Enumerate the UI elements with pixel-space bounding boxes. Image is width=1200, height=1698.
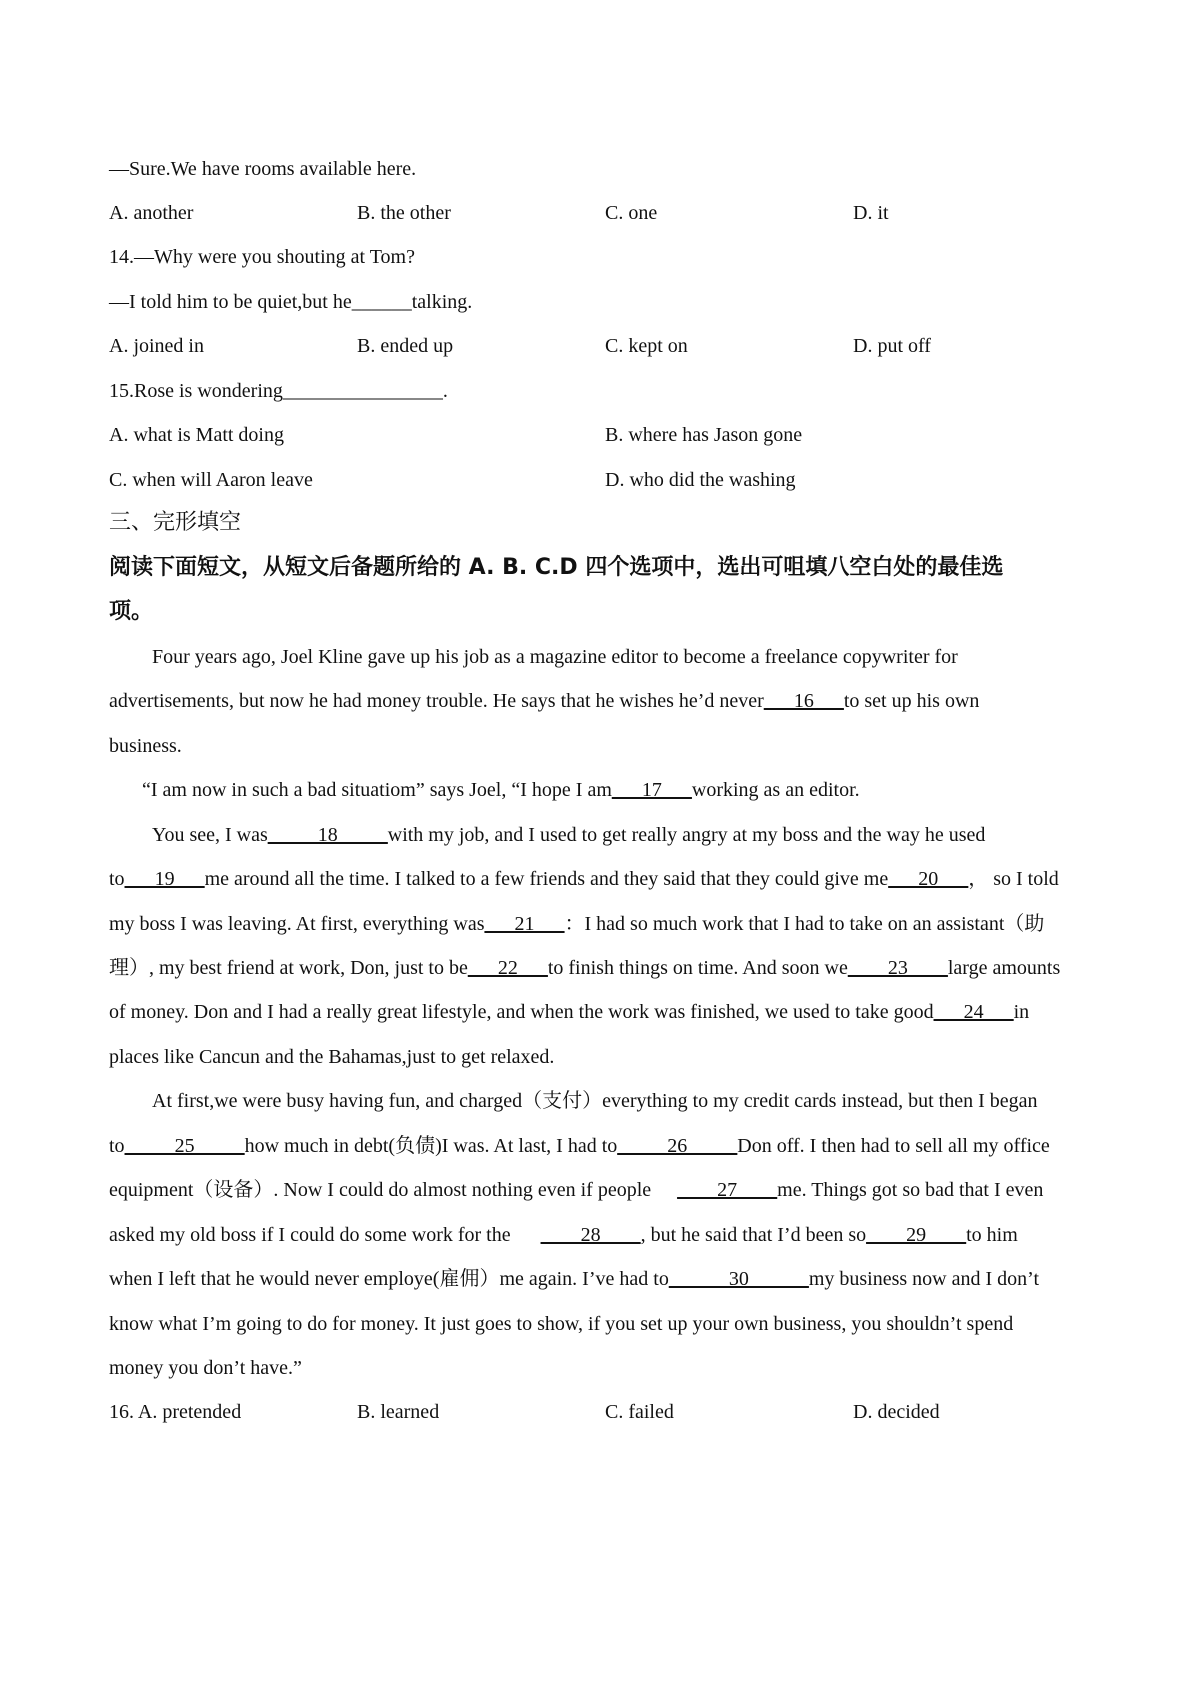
blank-22: ___22___ [467, 957, 548, 979]
passage-line [109, 998, 1100, 1026]
passage-text: me around all the time. I talked to a few friends and they said that they could give me [204, 868, 889, 890]
passage-line [109, 1310, 1100, 1338]
passage-text: , but he said that I’d been so [640, 1224, 867, 1246]
passage-text: Don off. I then had to sell all my office [737, 1135, 1050, 1157]
passage-text: to finish things on time. And soon we [547, 957, 848, 979]
passage-line [109, 643, 1100, 671]
q15-question-post: . [442, 380, 448, 402]
q15-question-pre: 15.Rose is wondering [109, 380, 283, 402]
q14-option-b[interactable]: B. ended up [357, 335, 454, 357]
passage-text: to [109, 868, 125, 890]
section-title [109, 509, 1100, 537]
passage-line [109, 732, 1100, 760]
q14-option-d[interactable]: D. put off [853, 335, 931, 357]
passage-text: large amounts [947, 957, 1061, 979]
passage-text: ：I had so much work that I had to take on an assistant（助 [564, 913, 1045, 935]
q13-option-c[interactable]: C. one [605, 202, 658, 224]
passage-text: know what I’m going to do for money. It just goes to show, if you set up your own business, you shouldn’t spend [109, 1313, 1014, 1335]
blank-19: ___19___ [124, 868, 205, 890]
q15-question [109, 377, 1100, 405]
passage-line [109, 776, 1100, 804]
passage-text: in [1013, 1001, 1030, 1023]
passage-text: At first,we were busy having fun, and charged（支付）everything to my credit cards instead, but then I began [152, 1090, 1038, 1112]
q15-option-d[interactable]: D. who did the washing [605, 469, 796, 491]
passage-text: with my job, and I used to get really angry at my boss and the way he used [387, 824, 986, 846]
passage-line [109, 1043, 1100, 1071]
passage-line [109, 910, 1100, 938]
blank-16: ___16___ [763, 690, 844, 712]
passage-line [109, 1354, 1100, 1382]
passage-text: my business now and I don’t [808, 1268, 1040, 1290]
blank-17: ___17___ [611, 779, 692, 801]
passage-text: my boss I was leaving. At first, everything was [109, 913, 485, 935]
passage-text: “I am now in such a bad situatiom” says Joel, “I hope I am [142, 779, 612, 801]
passage-text: Four years ago, Joel Kline gave up his job as a magazine editor to become a freelance copywriter for [152, 646, 958, 668]
passage-text: working as an editor. [691, 779, 860, 801]
q14-blank: ______ [351, 291, 412, 313]
blank-30: ______30______ [668, 1268, 809, 1290]
q16-option-b[interactable]: B. learned [357, 1401, 440, 1423]
blank-27: ____27____ [677, 1179, 778, 1201]
passage-text: places like Cancun and the Bahamas,just to get relaxed. [109, 1046, 555, 1068]
passage-line [109, 954, 1100, 982]
section-title-text: 三、完形填空 [109, 510, 242, 535]
q13-option-b[interactable]: B. the other [357, 202, 451, 224]
passage-text: asked my old boss if I could do some work for the [109, 1224, 511, 1246]
q13-option-d[interactable]: D. it [853, 202, 889, 224]
passage-text: to [109, 1135, 125, 1157]
passage-line [109, 1087, 1100, 1115]
blank-29: ____29____ [866, 1224, 967, 1246]
passage-text: me. Things got so bad that I even [777, 1179, 1044, 1201]
q14-answer-pre: —I told him to be quiet,but he [109, 291, 352, 313]
passage-line [109, 821, 1100, 849]
passage-text: when I left that he would never employe(雇佣）me again. I’ve had to [109, 1268, 669, 1290]
q15-option-b[interactable]: B. where has Jason gone [605, 424, 803, 446]
q15-blank: ________________ [282, 380, 443, 402]
section-instruction-line2 [109, 598, 1100, 626]
passage-text: to him [966, 1224, 1018, 1246]
blank-21: ___21___ [484, 913, 565, 935]
passage-text: money you don’t have.” [109, 1357, 302, 1379]
q14-question-text: 14.—Why were you shouting at Tom? [109, 246, 415, 268]
q13-answer-text: —Sure.We have rooms available here. [109, 158, 417, 180]
blank-25: _____25_____ [124, 1135, 245, 1157]
blank-24: ___24___ [933, 1001, 1014, 1023]
q14-answer-line [109, 288, 1100, 316]
passage-line [109, 1221, 1100, 1249]
q14-option-c[interactable]: C. kept on [605, 335, 688, 357]
q16-option-c[interactable]: C. failed [605, 1401, 674, 1423]
blank-23: ____23____ [847, 957, 948, 979]
q13-answer-line [109, 155, 1100, 183]
passage-text: how much in debt(负债)I was. At last, I had to [244, 1135, 618, 1157]
q13-option-a[interactable]: A. another [109, 202, 194, 224]
passage-text: advertisements, but now he had money trouble. He says that he wishes he’d never [109, 690, 764, 712]
passage-text: of money. Don and I had a really great lifestyle, and when the work was finished, we used to take good [109, 1001, 934, 1023]
blank-28: ____28____ [540, 1224, 641, 1246]
section-instruction-text-1: 阅读下面短文，从短文后备题所给的 A. B. C.D 四个选项中，选出可咀填八空白处的最佳选 [109, 555, 1004, 580]
passage-line [109, 865, 1100, 893]
section-instruction-line1 [109, 554, 1100, 582]
q15-option-a[interactable]: A. what is Matt doing [109, 424, 284, 446]
blank-18: _____18_____ [267, 824, 388, 846]
passage-line [109, 1176, 1100, 1204]
q16-option-a[interactable]: 16. A. pretended [109, 1401, 242, 1423]
q16-option-d[interactable]: D. decided [853, 1401, 940, 1423]
passage-text: equipment（设备）. Now I could do almost nothing even if people [109, 1179, 652, 1201]
passage-text: You see, I was [152, 824, 268, 846]
passage-text: business. [109, 735, 182, 757]
passage-line [109, 1132, 1100, 1160]
section-instruction-text-2: 项。 [109, 599, 154, 624]
q14-question [109, 243, 1100, 271]
q14-option-a[interactable]: A. joined in [109, 335, 204, 357]
q14-answer-post: talking. [411, 291, 473, 313]
q15-option-c[interactable]: C. when will Aaron leave [109, 469, 313, 491]
passage-text: ， so I told [968, 868, 1059, 890]
passage-line [109, 1265, 1100, 1293]
passage-line [109, 687, 1100, 715]
passage-text: to set up his own [843, 690, 980, 712]
passage-text: 理）, my best friend at work, Don, just to be [109, 957, 468, 979]
blank-20: ___20___ [888, 868, 969, 890]
blank-26: _____26_____ [617, 1135, 738, 1157]
